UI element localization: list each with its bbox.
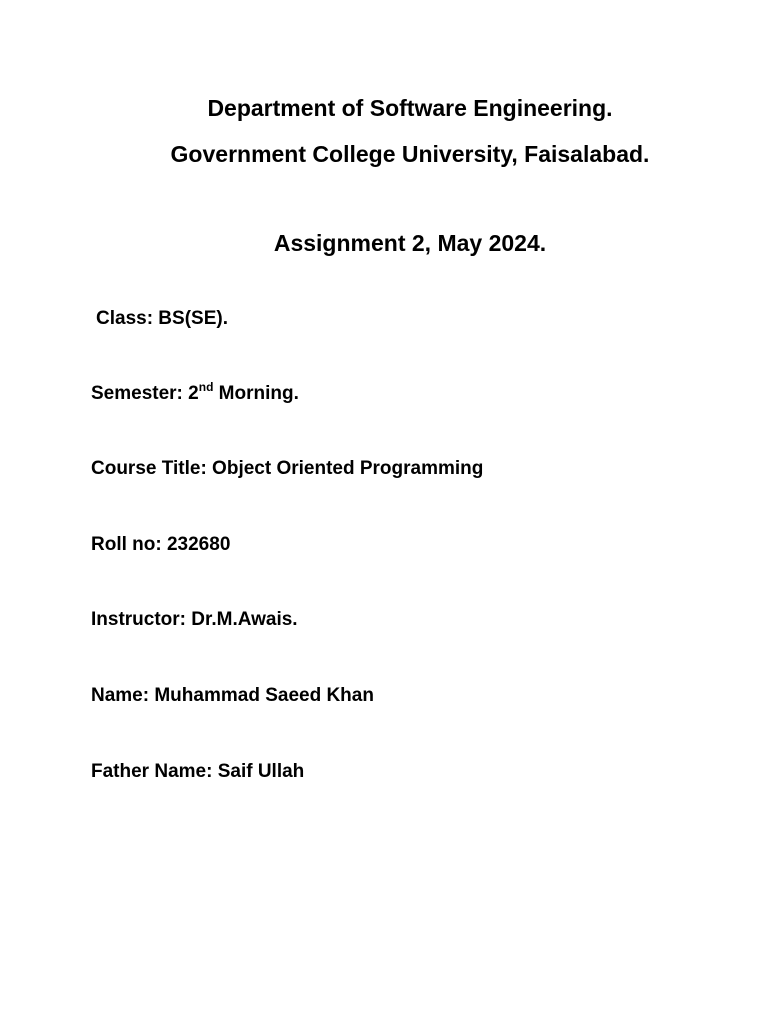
assignment-title: Assignment 2, May 2024. (273, 230, 547, 256)
semester-ordinal-suffix: nd (198, 380, 214, 394)
department-title: Department of Software Engineering. (207, 95, 613, 121)
instructor-field: Instructor: Dr.M.Awais. (91, 609, 298, 630)
roll-no-field: Roll no: 232680 (91, 534, 231, 555)
semester-suffix: Morning. (213, 383, 299, 404)
course-title-field: Course Title: Object Oriented Programming (91, 458, 484, 479)
father-name-field: Father Name: Saif Ullah (91, 761, 305, 782)
class-field: Class: BS(SE). (96, 308, 228, 329)
name-field: Name: Muhammad Saeed Khan (91, 685, 374, 706)
semester-field (91, 382, 299, 406)
university-title: Government College University, Faisalabad. (170, 141, 650, 167)
semester-prefix: Semester: 2 (91, 383, 199, 404)
